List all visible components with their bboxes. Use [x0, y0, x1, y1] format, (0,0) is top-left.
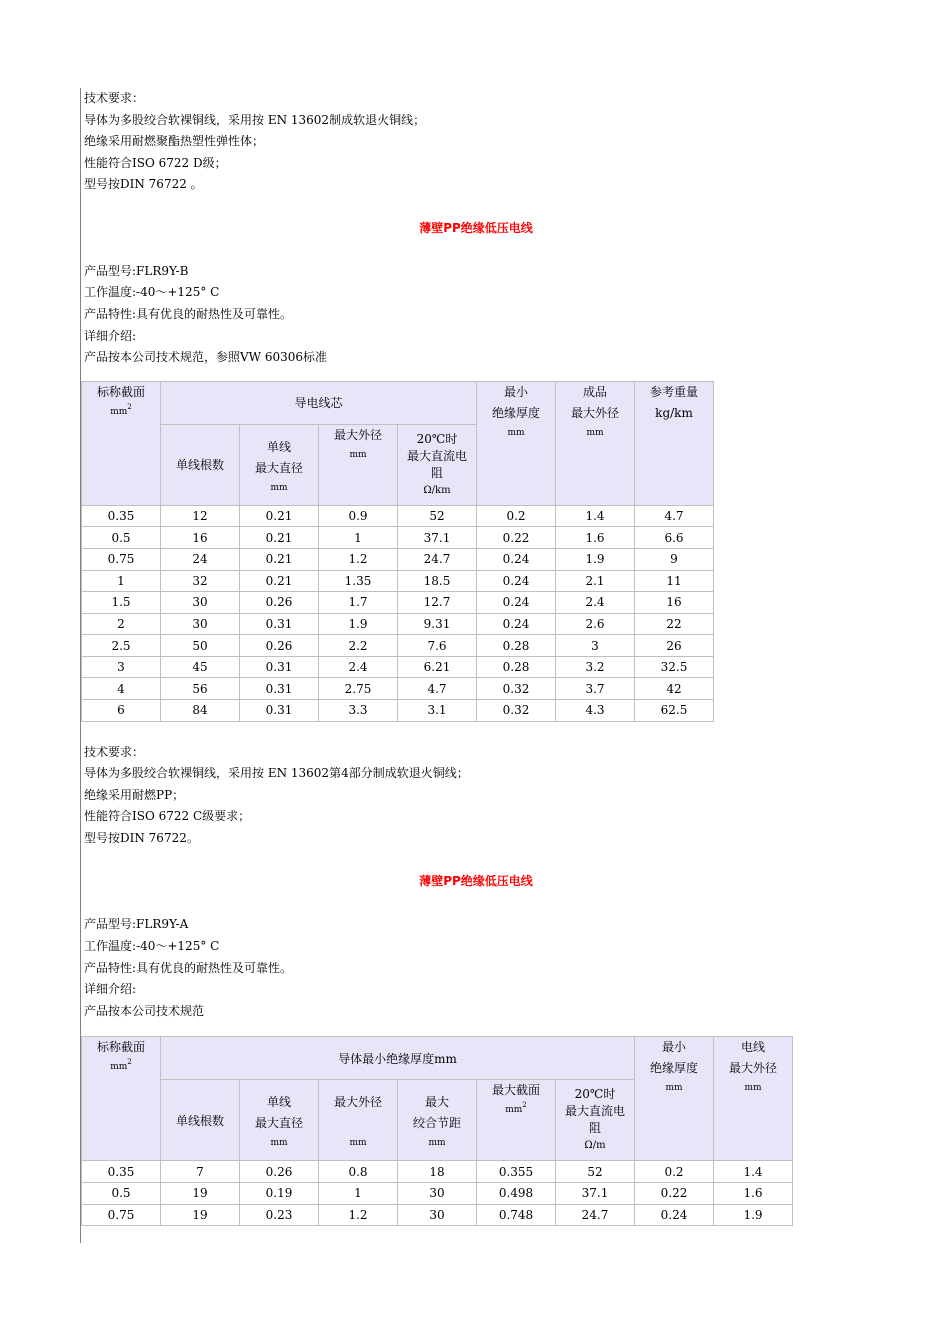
table-cell: 52 — [398, 505, 477, 527]
table-cell: 0.24 — [635, 1204, 714, 1226]
product-info: 产品型号:FLR9Y-B — [84, 263, 189, 278]
product-info: 产品特性:具有优良的耐热性及可靠性。 — [84, 960, 293, 975]
table-cell: 42 — [635, 678, 714, 700]
table-cell: 32 — [161, 570, 240, 592]
table-cell: 19 — [161, 1204, 240, 1226]
table-cell: 1.2 — [319, 548, 398, 570]
table-cell: 0.31 — [240, 613, 319, 635]
table-cell: 3.2 — [556, 656, 635, 678]
table-cell: 1.9 — [714, 1204, 793, 1226]
table-cell: 12 — [161, 505, 240, 527]
table-cell: 0.8 — [319, 1161, 398, 1183]
table-row — [82, 1204, 793, 1226]
product-info: 详细介绍: — [84, 328, 137, 343]
table-cell: 0.22 — [477, 527, 556, 549]
table-cell: 0.24 — [477, 592, 556, 614]
table-cell: 1 — [82, 570, 161, 592]
table-cell: 4.7 — [635, 505, 714, 527]
tech-line: 绝缘采用耐燃PP； — [84, 787, 185, 802]
header-strand-count: 单线根数 — [161, 1080, 240, 1161]
product-info: 详细介绍: — [84, 982, 137, 997]
table-cell: 0.21 — [240, 570, 319, 592]
table-cell: 45 — [161, 656, 240, 678]
table-cell: 3.7 — [556, 678, 635, 700]
table-cell: 3.3 — [319, 700, 398, 722]
table-cell: 37.1 — [556, 1182, 635, 1204]
header-min-insulation: 最小 绝缘厚度 mm — [477, 381, 556, 505]
table-cell: 4.7 — [398, 678, 477, 700]
table-cell: 0.21 — [240, 505, 319, 527]
table-cell: 0.28 — [477, 656, 556, 678]
table-cell: 1.4 — [714, 1161, 793, 1183]
table-cell: 30 — [161, 592, 240, 614]
tech-line: 性能符合ISO 6722 D级； — [84, 155, 227, 170]
header-dc-resistance: 20℃时 最大直流电 阻 Ω/km — [398, 424, 477, 505]
table-cell: 18.5 — [398, 570, 477, 592]
table-cell: 22 — [635, 613, 714, 635]
table-cell: 30 — [161, 613, 240, 635]
header-nominal-section: 标称截面 $mm^2$ — [82, 1037, 161, 1161]
table-cell: 0.35 — [82, 1161, 161, 1183]
spec-table-body — [82, 505, 714, 721]
table-cell: 1.7 — [319, 592, 398, 614]
table-row — [82, 635, 714, 657]
table-row — [82, 1161, 793, 1183]
table-cell: 1.9 — [319, 613, 398, 635]
table-cell: 1.4 — [556, 505, 635, 527]
table-cell: 0.21 — [240, 527, 319, 549]
table-cell: 1 — [319, 1182, 398, 1204]
table-row — [82, 700, 714, 722]
table-cell: 0.21 — [240, 548, 319, 570]
table-cell: 0.26 — [240, 635, 319, 657]
tech-line: 性能符合ISO 6722 C级要求； — [84, 809, 251, 824]
table-cell: 1.2 — [319, 1204, 398, 1226]
table-cell: 7.6 — [398, 635, 477, 657]
product-info: 工作温度:-40～+125° C — [84, 285, 220, 300]
table-cell: 12.7 — [398, 592, 477, 614]
product-info: 产品型号:FLR9Y-A — [84, 917, 189, 932]
table-cell: 0.32 — [477, 678, 556, 700]
table-cell: 2.2 — [319, 635, 398, 657]
table-cell: 24.7 — [398, 548, 477, 570]
header-wire-od: 电线 最大外径 mm — [714, 1037, 793, 1161]
header-finished-od: 成品 最大外径 mm — [556, 381, 635, 505]
table-cell: 0.75 — [82, 548, 161, 570]
table-cell: 3 — [556, 635, 635, 657]
table-cell: 0.35 — [82, 505, 161, 527]
table-row — [82, 678, 714, 700]
tech-line: 型号按DIN 76722。 — [84, 831, 199, 846]
table-cell: 0.498 — [477, 1182, 556, 1204]
table-cell: 0.2 — [635, 1161, 714, 1183]
tech-line: 型号按DIN 76722 。 — [84, 177, 203, 192]
table-cell: 0.31 — [240, 678, 319, 700]
table-cell: 16 — [161, 527, 240, 549]
product-heading-2: 薄壁PP绝缘低压电线 — [419, 874, 533, 889]
table-cell: 0.26 — [240, 1161, 319, 1183]
table-cell: 6.6 — [635, 527, 714, 549]
table-cell: 1.9 — [556, 548, 635, 570]
table-row — [82, 505, 714, 527]
table-cell: 0.748 — [477, 1204, 556, 1226]
tech-title-1: 技术要求： — [84, 91, 145, 105]
table-cell: 7 — [161, 1161, 240, 1183]
product-info: 产品特性:具有优良的耐热性及可靠性。 — [84, 306, 293, 321]
table-cell: 0.32 — [477, 700, 556, 722]
header-dc-resistance: 20℃时 最大直流电 阻 Ω/m — [556, 1080, 635, 1161]
table-cell: 0.28 — [477, 635, 556, 657]
table-cell: 9.31 — [398, 613, 477, 635]
header-single-wire-dia: 单线 最大直径 mm — [240, 1080, 319, 1161]
table-cell: 2.75 — [319, 678, 398, 700]
product-info: 工作温度:-40～+125° C — [84, 939, 220, 953]
table-row — [82, 548, 714, 570]
header-max-section: 最大截面 $mm^2$ — [477, 1080, 556, 1161]
table-cell: 52 — [556, 1161, 635, 1183]
product-info: 产品按本公司技术规范 — [84, 1003, 205, 1018]
table-cell: 24 — [161, 548, 240, 570]
table-cell: 18 — [398, 1161, 477, 1183]
table-cell: 9 — [635, 548, 714, 570]
table-cell: 2.4 — [319, 656, 398, 678]
table-cell: 0.24 — [477, 570, 556, 592]
header-max-od: 最大外径 mm — [319, 1080, 398, 1161]
table-cell: 2.1 — [556, 570, 635, 592]
table-cell: 30 — [398, 1182, 477, 1204]
table-cell: 0.24 — [477, 613, 556, 635]
table-cell: 0.75 — [82, 1204, 161, 1226]
table-cell: 56 — [161, 678, 240, 700]
table-cell: 11 — [635, 570, 714, 592]
table-cell: 0.22 — [635, 1182, 714, 1204]
table-cell: 62.5 — [635, 700, 714, 722]
table-cell: 3 — [82, 656, 161, 678]
table-cell: 2.5 — [82, 635, 161, 657]
product-info: 产品按本公司技术规范，参照VW 60306标准 — [84, 350, 327, 365]
table-cell: 3.1 — [398, 700, 477, 722]
tech-title-2: 技术要求： — [84, 744, 145, 759]
table-cell: 0.9 — [319, 505, 398, 527]
table-cell: 0.31 — [240, 656, 319, 678]
table-cell: 6.21 — [398, 656, 477, 678]
header-nominal-section: 标称截面 $mm^2$ — [82, 381, 161, 505]
tech-line: 绝缘采用耐燃聚酯热塑性弹性体； — [84, 134, 265, 149]
table-cell: 16 — [635, 592, 714, 614]
table-cell: 0.2 — [477, 505, 556, 527]
table-cell: 1 — [319, 527, 398, 549]
table-cell: 24.7 — [556, 1204, 635, 1226]
spec-table-flr9y-a — [81, 1036, 793, 1226]
table-row — [82, 1182, 793, 1204]
table-cell: 50 — [161, 635, 240, 657]
table-cell: 32.5 — [635, 656, 714, 678]
table-cell: 0.355 — [477, 1161, 556, 1183]
table-cell: 19 — [161, 1182, 240, 1204]
tech-line: 导体为多股绞合软裸铜线，采用按 EN 13602第4部分制成软退火铜线； — [84, 766, 469, 781]
tech-line: 导体为多股绞合软裸铜线，采用按 EN 13602制成软退火铜线； — [84, 112, 426, 127]
header-strand-count: 单线根数 — [161, 424, 240, 505]
table-row — [82, 656, 714, 678]
table-cell: 1.6 — [714, 1182, 793, 1204]
table-cell: 0.23 — [240, 1204, 319, 1226]
header-max-od: 最大外径 mm — [319, 424, 398, 505]
table-cell: 0.31 — [240, 700, 319, 722]
header-conductor: 导电线芯 — [161, 381, 477, 424]
table-cell: 2 — [82, 613, 161, 635]
table-cell: 2.4 — [556, 592, 635, 614]
header-ref-weight: 参考重量 kg/km — [635, 381, 714, 505]
table-cell: 4 — [82, 678, 161, 700]
table-cell: 0.5 — [82, 527, 161, 549]
spec-table-body — [82, 1161, 793, 1226]
table-cell: 84 — [161, 700, 240, 722]
product-heading-1: 薄壁PP绝缘低压电线 — [419, 220, 533, 235]
table-row — [82, 527, 714, 549]
table-row — [82, 613, 714, 635]
header-lay-pitch: 最大 绞合节距 mm — [398, 1080, 477, 1161]
table-cell: 37.1 — [398, 527, 477, 549]
table-cell: 0.5 — [82, 1182, 161, 1204]
header-conductor-group: 导体最小绝缘厚度mm — [161, 1037, 635, 1080]
table-cell: 0.24 — [477, 548, 556, 570]
spec-table-flr9y-b — [81, 381, 714, 722]
header-min-insulation: 最小 绝缘厚度 mm — [635, 1037, 714, 1161]
table-row — [82, 592, 714, 614]
table-cell: 0.26 — [240, 592, 319, 614]
table-cell: 1.6 — [556, 527, 635, 549]
header-single-wire-dia: 单线 最大直径 mm — [240, 424, 319, 505]
table-cell: 26 — [635, 635, 714, 657]
table-row — [82, 570, 714, 592]
table-cell: 1.5 — [82, 592, 161, 614]
table-cell: 1.35 — [319, 570, 398, 592]
table-cell: 30 — [398, 1204, 477, 1226]
table-cell: 2.6 — [556, 613, 635, 635]
table-cell: 6 — [82, 700, 161, 722]
table-cell: 0.19 — [240, 1182, 319, 1204]
document-body — [81, 88, 801, 1226]
table-cell: 4.3 — [556, 700, 635, 722]
